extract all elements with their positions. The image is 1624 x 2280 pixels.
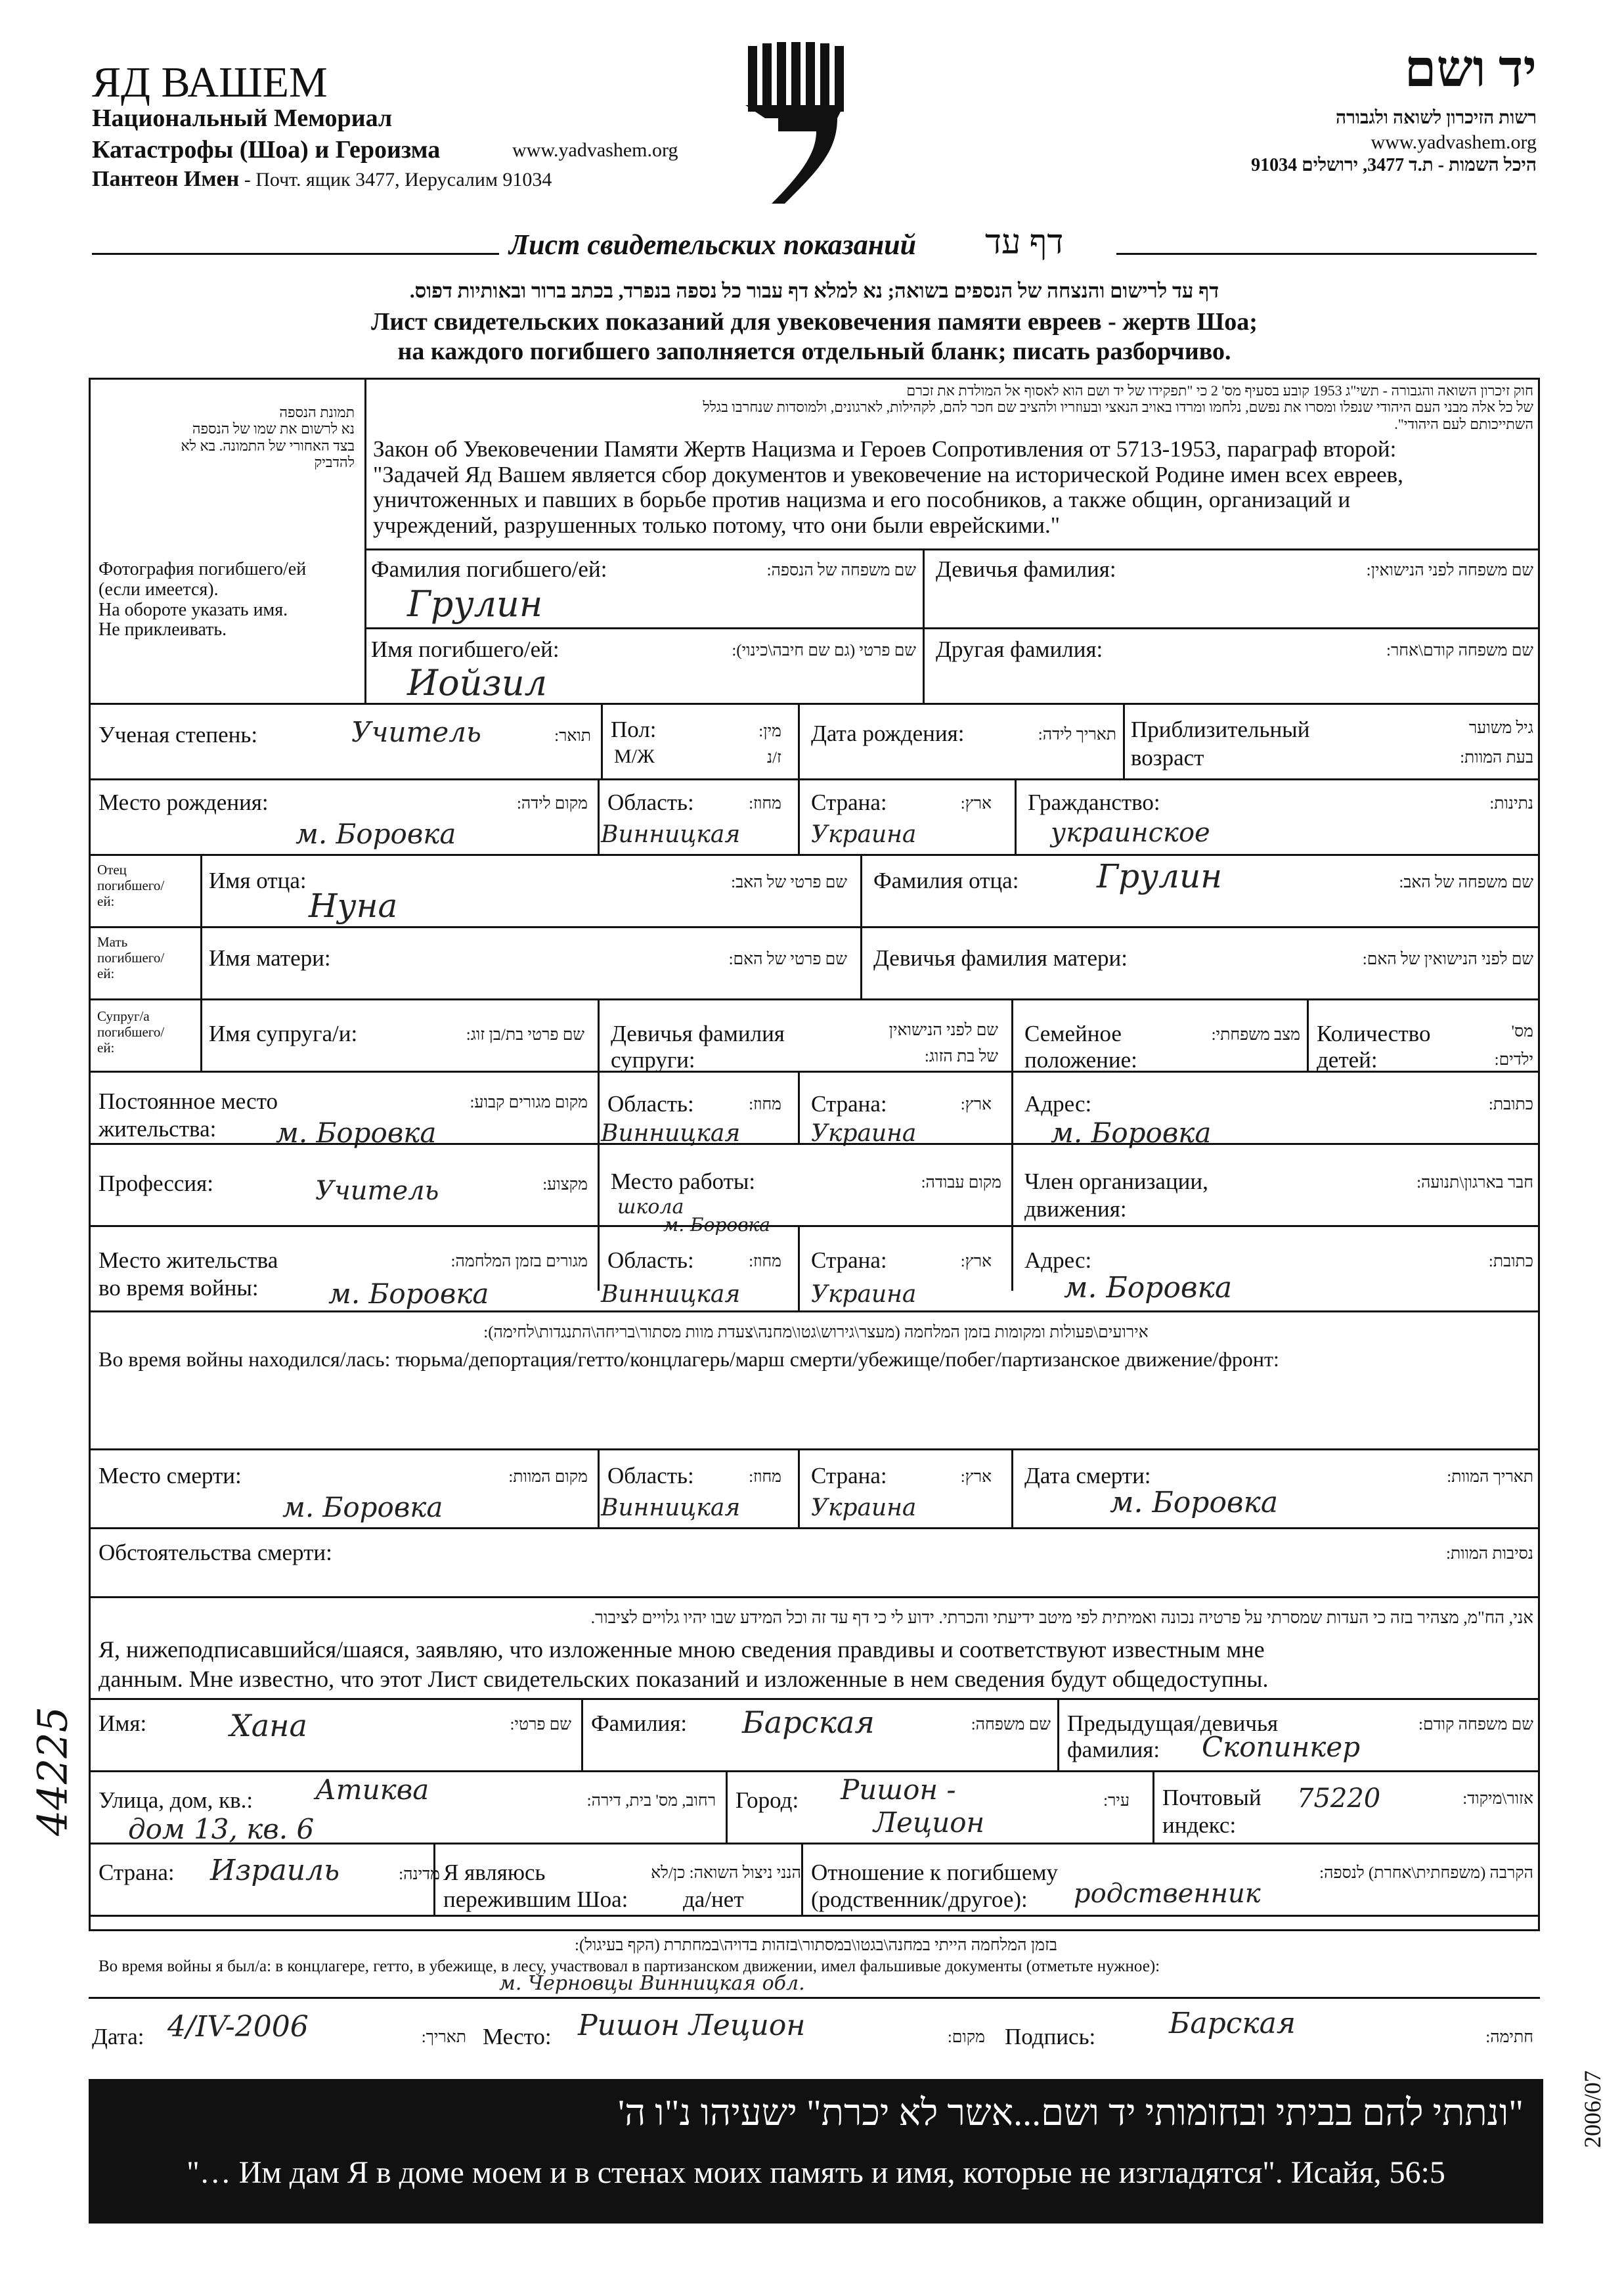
- date-value[interactable]: 4/IV-2006: [167, 2010, 309, 2044]
- witness-postal-label-2: индекс:: [1162, 1812, 1237, 1838]
- witness-prev-label-2: фамилия:: [1067, 1737, 1160, 1762]
- org-line1-ru: Национальный Мемориал: [92, 104, 393, 132]
- v-rcountry: [798, 1071, 800, 1143]
- declaration-he: אני, הח"מ, מצהיר בזה כי העדות שמסרתי על פרטיה נכונה ואמיתית לפי מיטב ידיעתי והכרתי. ידוע לי כי דף עד זה וכל המידע שבו יהיו גלויים לציבור.: [590, 1608, 1533, 1627]
- birthplace-label: Место рождения:: [99, 790, 269, 815]
- law-text-ru: Закон об Увековечении Памяти Жертв Нацизма и Героев Сопротивления от 5713-1953, параграф второй: "Задачей Яд Вашем является сбор документов и увековечение на исторической Родине имен всех евреев, уничтоженных и павших в борьбе против нацизма и его пособников, а также общин, организаций и учреждений, разрушенных только потому, что они были еврейскими.": [373, 436, 1403, 538]
- survivor-label: Я являюсь: [443, 1860, 546, 1885]
- death-place-label-he: מקום המוות:: [508, 1468, 588, 1486]
- mother-maiden-label: Девичья фамилия матери:: [873, 945, 1128, 971]
- surname-bottom: [364, 627, 1540, 629]
- witness-surname-value[interactable]: Барская: [742, 1705, 875, 1740]
- signature-value[interactable]: Барская: [1169, 2007, 1296, 2040]
- death-circ-label: Обстоятельства смерти:: [99, 1540, 332, 1565]
- spouse-maiden-label-he: שם לפני הנישואין: [889, 1021, 998, 1039]
- quote-he: "ונתתי להם בביתי ובחומותי יד ושם...אשר לא יכרת" ישעיהו נ"ו ה': [618, 2093, 1524, 2134]
- form-title-he: דף עד: [985, 224, 1064, 261]
- death-date-label-he: תאריך המוות:: [1447, 1468, 1533, 1486]
- yad-vashem-logo: [739, 39, 850, 210]
- age-label: Приблизительный: [1131, 717, 1310, 742]
- header-left: [92, 58, 814, 202]
- v-wprev: [1057, 1698, 1059, 1770]
- death-date-value[interactable]: м. Боровка: [1110, 1486, 1279, 1519]
- wartime-ru: Во время войны я был/а: в концлагере, гетто, в убежище, в лесу, участвовал в партизанском движении, имел фальшивые документы (отметьте нужное):: [99, 1957, 1160, 1975]
- row-1995: [89, 1310, 1540, 1312]
- v-relation: [801, 1843, 803, 1915]
- children-label-he-2: ילדים:: [1494, 1051, 1533, 1069]
- residence-label-2: жительства:: [99, 1116, 217, 1142]
- maiden-label: Девичья фамилия:: [936, 556, 1116, 582]
- workplace-label: Место работы:: [611, 1169, 756, 1194]
- other-surname-label: Другая фамилия:: [936, 637, 1103, 662]
- relation-label-2: (родственник/другое):: [811, 1887, 1028, 1912]
- surname-label-he: שם משפחה של הנספה:: [766, 562, 916, 579]
- menorah-flame-icon: [739, 39, 850, 210]
- mother-maiden-label-he: שם לפני הנישואין של האם:: [1362, 950, 1533, 968]
- birth-country-value[interactable]: Украина: [811, 821, 917, 848]
- birth-region-label-he: מחוז:: [749, 795, 781, 813]
- signature-label-he: חתימה:: [1485, 2028, 1533, 2046]
- survivor-label-he: הנני ניצול השואה: כן/לא: [651, 1864, 801, 1882]
- instruction-ru-1: Лист свидетельских показаний для увековечения памяти евреев - жертв Шоа;: [371, 308, 1258, 336]
- v-wpostal: [1152, 1770, 1154, 1843]
- res-address-label-he: כתובת:: [1488, 1096, 1533, 1113]
- death-date-label: Дата смерти:: [1024, 1463, 1151, 1488]
- place-value[interactable]: Ришон Лецион: [578, 2009, 806, 2042]
- res-region-label: Область:: [607, 1091, 694, 1117]
- children-label: Количество: [1317, 1021, 1431, 1046]
- photo-note-ru: Фотография погибшего/ей (если имеется). На обороте указать имя. Не приклеивать.: [99, 559, 307, 640]
- sex-label: Пол:: [611, 717, 657, 742]
- instruction-ru-2: на каждого погибшего заполняется отдельный бланк; писать разборчиво.: [397, 338, 1231, 365]
- other-surname-label-he: שם משפחה קודם\אחר:: [1386, 642, 1533, 659]
- photo-note-he: תמונת הנספה נא לרשום את שמו של הנספה בצד האחורי של התמונה. בא לא להדביק: [181, 404, 355, 470]
- header-right: [1051, 39, 1537, 190]
- birth-country-label: Страна:: [811, 790, 887, 815]
- profession-label: Профессия:: [99, 1171, 213, 1196]
- war-residence-label-he: מגורים בזמן המלחמה:: [450, 1253, 588, 1270]
- birthplace-label-he: מקום לידה:: [516, 795, 588, 813]
- relation-label: Отношение к погибшему: [811, 1860, 1059, 1885]
- row-2695: [89, 1770, 1540, 1772]
- res-region-label-he: מחוז:: [749, 1096, 781, 1113]
- witness-surname-label: Фамилия:: [591, 1710, 688, 1736]
- v-age: [1123, 703, 1125, 778]
- war-address-label-he: כתובת:: [1488, 1253, 1533, 1270]
- v-children: [1307, 998, 1309, 1071]
- witness-street-label-he: רחוב, מס' בית, דירה:: [586, 1792, 716, 1810]
- father-name-label-he: שם פרטי של האב:: [731, 874, 847, 891]
- v-bdate: [798, 703, 800, 778]
- org-title-he: יד ושם: [1404, 40, 1537, 97]
- degree-value[interactable]: Учитель: [351, 716, 481, 748]
- witness-prev-label: Предыдущая/девичья: [1067, 1710, 1279, 1736]
- age-label-2: возраст: [1131, 745, 1204, 771]
- sex-options-he: ז/נ: [766, 749, 781, 767]
- res-region-value[interactable]: Винницкая: [601, 1120, 741, 1147]
- row-1410: [89, 926, 1540, 928]
- war-residence-value[interactable]: м. Боровка: [328, 1278, 489, 1310]
- war-events-he: אירועים\פעולות ומקומות בזמן המלחמה (מעצר\גירוש\גטו\מחנה\צעדת מוות מסתור\בריחה\התנגדות\לחימה):: [483, 1324, 1149, 1341]
- organization-label-he: חבר בארגון\תנועה:: [1416, 1174, 1533, 1192]
- witness-surname-label-he: שם משפחה:: [971, 1716, 1051, 1733]
- maiden-label-he: שם משפחה לפני הנישואין:: [1366, 562, 1533, 579]
- sex-label-he: מין:: [758, 723, 781, 740]
- witness-postal-value[interactable]: 75220: [1297, 1783, 1381, 1814]
- witness-name-value[interactable]: Хана: [230, 1708, 307, 1743]
- row-2430: [89, 1596, 1540, 1598]
- war-region-label: Область:: [607, 1247, 694, 1273]
- row-1740: [89, 1143, 1540, 1145]
- declaration-ru-1: Я, нижеподписавшийся/шаяся, заявляю, что изложенные мною сведения правдивы и соответствуют известным мне: [99, 1636, 1265, 1663]
- v-bcountry: [798, 778, 800, 854]
- witness-city-value[interactable]: Ришон -: [841, 1774, 956, 1806]
- witness-name-label-he: שם פרטי:: [510, 1716, 571, 1733]
- v-wsurname: [581, 1698, 583, 1770]
- row-1185: [89, 778, 1540, 780]
- sex-options[interactable]: М/Ж: [614, 746, 655, 767]
- father-side-label: Отец погибшего/ ей:: [97, 862, 165, 910]
- spouse-maiden-label: Девичья фамилия: [611, 1021, 785, 1046]
- row-1070: [89, 703, 1540, 705]
- witness-name-label: Имя:: [99, 1710, 147, 1736]
- father-surname-label-he: שם משפחה של האב:: [1399, 874, 1533, 891]
- war-region-label-he: מחוז:: [749, 1253, 781, 1270]
- profession-value[interactable]: Учитель: [315, 1176, 439, 1206]
- org-line2-ru: Катастрофы (Шоа) и Героизма: [92, 136, 441, 164]
- title-rule-left: [92, 253, 499, 255]
- war-events-ru: Во время войны находился/лась: тюрьма/депортация/гетто/концлагерь/марш смерти/убежище/побег/партизанское движение/фронт:: [99, 1347, 1279, 1371]
- place-label-he: מקום:: [947, 2028, 985, 2046]
- row-1630: [89, 1071, 1540, 1073]
- workplace-label-he: מקום עבודה:: [921, 1174, 1001, 1192]
- title-rule-right: [1116, 253, 1537, 255]
- degree-label: Ученая степень:: [99, 722, 258, 748]
- witness-postal-label-he: אזור\מיקוד:: [1462, 1790, 1533, 1808]
- organization-label-2: движения:: [1024, 1196, 1127, 1222]
- war-country-label-he: ארץ:: [960, 1253, 992, 1270]
- birthdate-label: Дата рождения:: [811, 721, 965, 746]
- death-region-label: Область:: [607, 1463, 694, 1488]
- mother-name-label: Имя матери:: [209, 945, 331, 971]
- law-bottom: [364, 548, 1540, 550]
- url-right: www.yadvashem.org: [1371, 131, 1537, 153]
- v-smaiden: [598, 998, 600, 1071]
- profession-label-he: מקצוע:: [542, 1176, 588, 1194]
- declaration-ru-2: данным. Мне известно, что этот Лист свидетельских показаний и изложенные в нем сведения будут общедоступны.: [99, 1666, 1269, 1692]
- war-country-value[interactable]: Украина: [811, 1281, 917, 1308]
- spouse-name-label-he: שם פרטי בת/בן זוג:: [466, 1026, 584, 1044]
- war-country-label: Страна:: [811, 1247, 887, 1273]
- v-sex: [601, 703, 603, 778]
- war-address-value[interactable]: м. Боровка: [1064, 1271, 1233, 1305]
- url-left: www.yadvashem.org: [512, 139, 678, 161]
- pantheon-label: Пантеон Имен: [92, 167, 240, 191]
- res-country-label-he: ארץ:: [960, 1096, 992, 1113]
- v-wcity: [726, 1770, 728, 1843]
- signature-label: Подпись:: [1005, 2024, 1096, 2049]
- relation-value[interactable]: родственник: [1074, 1879, 1261, 1909]
- death-place-label: Место смерти:: [99, 1463, 242, 1488]
- quote-ru: "… Им дам Я в доме моем и в стенах моих память и имя, которые не изгладятся". Исайя, 56:5: [187, 2155, 1445, 2190]
- witness-country-label-he: מדינה:: [399, 1866, 440, 1883]
- workplace-value[interactable]: школа: [617, 1196, 684, 1218]
- birth-region-label: Область:: [607, 790, 694, 815]
- side-code: 2006/07: [1579, 2070, 1606, 2149]
- witness-country-label: Страна:: [99, 1860, 175, 1885]
- instruction-he: דף עד לרישום והנצחה של הנספים בשואה; נא למלא דף עבור כל נספה בנפרד, בכתב ברור ובאותיות דפוס.: [409, 279, 1219, 302]
- father-name-label: Имя отца:: [209, 868, 307, 893]
- org-line3-he: היכל השמות - ת.ד 3477, ירושלים 91034: [1251, 155, 1537, 175]
- row-1300: [89, 854, 1540, 856]
- witness-city-label: Город:: [735, 1787, 799, 1813]
- birthdate-label-he: תאריך לידה:: [1038, 726, 1116, 744]
- death-region-value[interactable]: Винницкая: [601, 1494, 741, 1521]
- form-title-ru: Лист свидетельских показаний: [509, 229, 917, 261]
- res-country-value[interactable]: Украина: [811, 1120, 917, 1147]
- spouse-maiden-label-2: супруги:: [611, 1047, 695, 1073]
- spouse-maiden-label-he-2: של בת הזוג:: [924, 1048, 998, 1065]
- date-label-he: תאריך:: [421, 2028, 466, 2046]
- row-2325: [89, 1527, 1540, 1529]
- firstname-value[interactable]: Иойзил: [407, 662, 547, 704]
- witness-postal-label: Почтовый: [1162, 1785, 1262, 1810]
- birth-country-label-he: ארץ:: [960, 795, 992, 813]
- war-region-value[interactable]: Винницкая: [601, 1281, 741, 1308]
- row-1865: [89, 1225, 1540, 1227]
- form-bottom: [89, 1997, 1540, 1999]
- name-divider: [923, 548, 925, 703]
- witness-country-value[interactable]: Израиль: [210, 1854, 340, 1887]
- date-label: Дата:: [92, 2024, 144, 2049]
- quote-banner: [89, 2079, 1543, 2224]
- res-address-value[interactable]: м. Боровка: [1051, 1117, 1212, 1149]
- v-dregion: [598, 1448, 600, 1527]
- witness-prev-value[interactable]: Скопинкер: [1202, 1731, 1361, 1763]
- v-survivor: [433, 1843, 435, 1915]
- residence-label-he: מקום מגורים קבוע:: [470, 1094, 588, 1111]
- firstname-label: Имя погибшего/ей:: [371, 637, 560, 662]
- res-address-label: Адрес:: [1024, 1091, 1092, 1117]
- mother-name-label-he: שם פרטי של האם:: [728, 950, 847, 968]
- marital-label-he: מצב משפחתי:: [1211, 1026, 1300, 1044]
- marital-label-2: положение:: [1024, 1047, 1137, 1073]
- firstname-label-he: שם פרטי (גם שם חיבה\כינוי):: [732, 642, 916, 659]
- witness-street-label: Улица, дом, кв.:: [99, 1787, 253, 1813]
- death-region-label-he: מחוז:: [749, 1468, 781, 1486]
- law-text-he: חוק זיכרון השואה והגבורה - תשי"ג 1953 קובע בסעיף מס' 2 כי "תפקידו של יד ושם הוא לאסוף אל המולדת את זכרם של כל אלה מבני העם היהודי שנפלו ומסרו את נפשם, נלחמו ומרדו באויב הנאצי ובעוזריו ולהציב שם חכר להם, לקהילות, לארגונים, ולמוסדות שנחרבו בגלל השתייכותם לעם היהודי".: [703, 382, 1533, 432]
- birth-region-value[interactable]: Винницкая: [601, 821, 741, 848]
- witness-city-value-2[interactable]: Лецион: [873, 1806, 985, 1839]
- residence-value[interactable]: м. Боровка: [276, 1117, 437, 1149]
- relation-label-he: הקרבה (משפחתית\אחרת) לנספה:: [1319, 1864, 1533, 1882]
- children-label-he: מס': [1511, 1023, 1533, 1040]
- witness-street-value[interactable]: Атиква: [315, 1774, 429, 1806]
- org-line3-ru: [92, 167, 552, 192]
- wartime-he: בזמן המלחמה הייתי במחנה\בגטו\במסתור\בזהות בדויה\במחתרת (הקף בעיגול):: [575, 1936, 1057, 1954]
- death-country-value[interactable]: Украина: [811, 1494, 917, 1521]
- degree-label-he: תואר:: [554, 727, 591, 745]
- birthplace-value[interactable]: м. Боровка: [296, 818, 456, 850]
- witness-street-value-2[interactable]: дом 13, кв. 6: [128, 1813, 315, 1845]
- workplace-value-2[interactable]: м. Боровка: [663, 1214, 770, 1236]
- pantheon-address: - Почт. ящик 3477, Иерусалим 91034: [239, 169, 552, 190]
- marital-label: Семейное: [1024, 1021, 1122, 1046]
- war-residence-label-2: во время войны:: [99, 1275, 259, 1301]
- war-residence-label: Место жительства: [99, 1247, 278, 1273]
- v-marital: [1011, 998, 1013, 1071]
- v-wcountry: [798, 1225, 800, 1310]
- survivor-label-2: пережившим Шоа:: [443, 1887, 628, 1912]
- father-name-value[interactable]: Нуна: [309, 887, 398, 925]
- v-bregion: [598, 778, 600, 854]
- v-rregion: [598, 1071, 600, 1291]
- row-2585: [89, 1698, 1540, 1700]
- stamp-number: 44225: [28, 1706, 77, 1837]
- death-country-label-he: ארץ:: [960, 1468, 992, 1486]
- death-circ-label-he: נסיבות המוות:: [1445, 1545, 1533, 1563]
- photo-divider: [364, 378, 366, 703]
- citizenship-label-he: נתינות:: [1489, 795, 1533, 813]
- row-1520: [89, 998, 1540, 1000]
- organization-label: Член организации,: [1024, 1169, 1208, 1194]
- place-label: Место:: [483, 2024, 552, 2049]
- v-dcountry: [798, 1448, 800, 1527]
- death-place-value[interactable]: м. Боровка: [282, 1491, 443, 1523]
- v-raddr: [1011, 1071, 1013, 1291]
- org-line1-he: רשות הזיכרון לשואה ולגבורה: [1335, 108, 1537, 128]
- residence-label: Постоянное место: [99, 1088, 278, 1114]
- org-title-ru: ЯД ВАШЕМ: [92, 58, 328, 106]
- children-label-2: детей:: [1317, 1047, 1378, 1073]
- v-citizen: [1015, 778, 1017, 854]
- citizenship-label: Гражданство:: [1028, 790, 1160, 815]
- res-country-label: Страна:: [811, 1091, 887, 1117]
- age-label-he: גיל משוער: [1468, 719, 1533, 737]
- spouse-side-label: Супруг/а погибшего/ ей:: [97, 1008, 165, 1056]
- father-surname-value[interactable]: Грулин: [1097, 857, 1223, 895]
- row-2205: [89, 1448, 1540, 1450]
- row-2915: [89, 1915, 1540, 1917]
- age-label-he-2: בעת המוות:: [1460, 749, 1533, 767]
- surname-label: Фамилия погибшего/ей:: [371, 556, 607, 582]
- witness-prev-label-he: שם משפחה קודם:: [1418, 1716, 1533, 1733]
- father-surname-label: Фамилия отца:: [873, 868, 1019, 893]
- row-2805: [89, 1843, 1540, 1844]
- death-country-label: Страна:: [811, 1463, 887, 1488]
- war-address-label: Адрес:: [1024, 1247, 1092, 1273]
- spouse-name-label: Имя супруга/и:: [209, 1021, 358, 1046]
- witness-city-label-he: עיר:: [1103, 1792, 1130, 1810]
- v-ddate: [1011, 1448, 1013, 1527]
- v-father: [200, 854, 202, 1071]
- survivor-options[interactable]: да/нет: [683, 1887, 744, 1912]
- citizenship-value[interactable]: украинское: [1051, 818, 1210, 848]
- wartime-value[interactable]: м. Черновцы Винницкая обл.: [499, 1972, 805, 1995]
- mother-side-label: Мать погибшего/ ей:: [97, 934, 165, 982]
- surname-value[interactable]: Грулин: [407, 583, 543, 625]
